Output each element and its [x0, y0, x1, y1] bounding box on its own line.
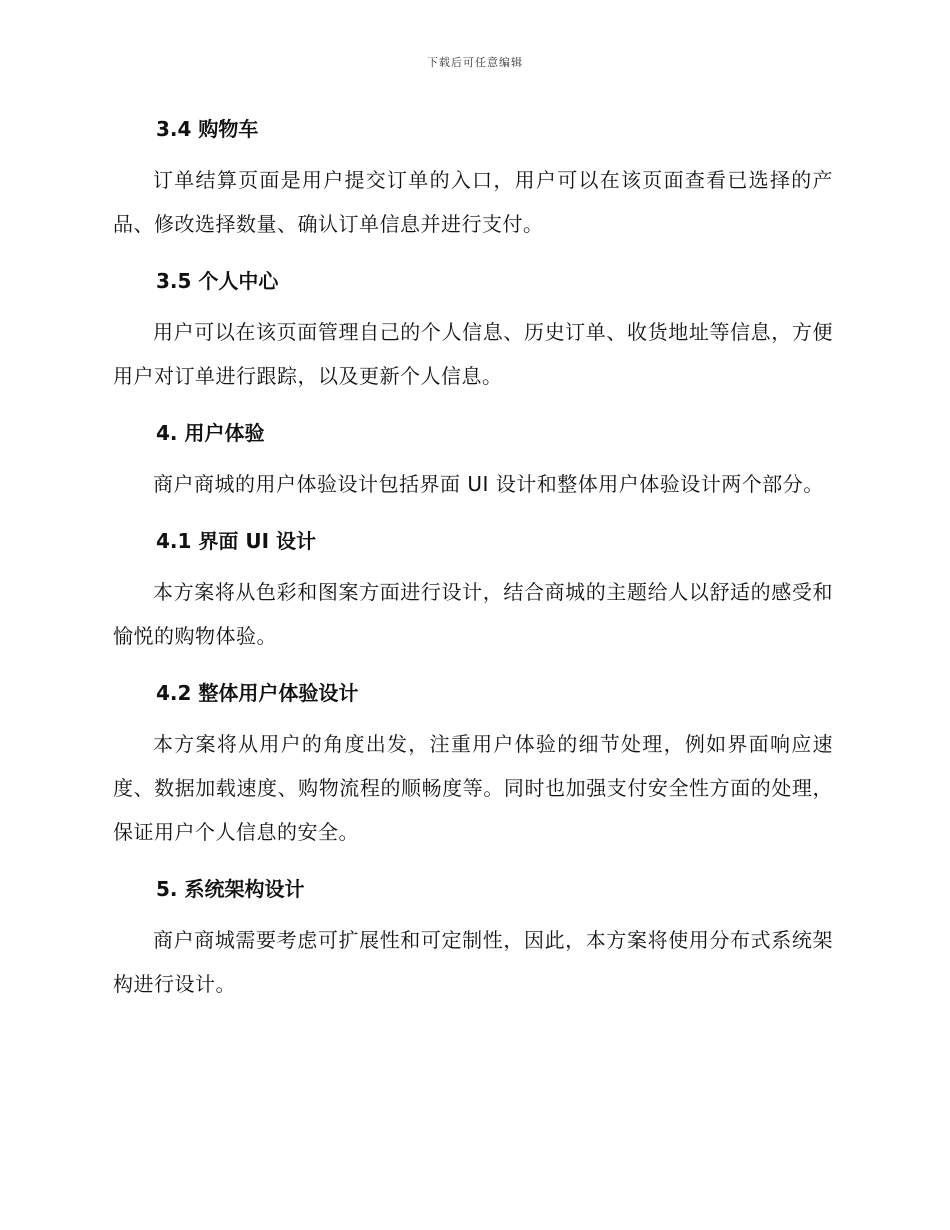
section-paragraph-shopping-cart: 订单结算页面是用户提交订单的入口，用户可以在该页面查看已选择的产品、修改选择数量、确认订单信息并进行支付。 [113, 168, 833, 236]
page-header-note: 下载后可任意编辑 [427, 56, 523, 69]
section-paragraph-system-architecture: 商户商城需要考虑可扩展性和可定制性，因此，本方案将使用分布式系统架构进行设计。 [113, 928, 833, 996]
section-heading-user-experience: 4. 用户体验 [156, 421, 265, 445]
section-heading-personal-center: 3.5 个人中心 [156, 269, 279, 293]
section-paragraph-ui-design: 本方案将从色彩和图案方面进行设计，结合商城的主题给人以舒适的感受和愉悦的购物体验。 [113, 580, 833, 648]
section-paragraph-overall-ux-design: 本方案将从用户的角度出发，注重用户体验的细节处理，例如界面响应速度、数据加载速度、购物流程的顺畅度等。同时也加强支付安全性方面的处理，保证用户个人信息的安全。 [113, 732, 833, 844]
section-paragraph-personal-center: 用户可以在该页面管理自己的个人信息、历史订单、收货地址等信息，方便用户对订单进行跟踪，以及更新个人信息。 [113, 320, 833, 388]
section-heading-shopping-cart: 3.4 购物车 [156, 117, 259, 141]
section-heading-ui-design: 4.1 界面 UI 设计 [156, 529, 316, 553]
section-heading-overall-ux-design: 4.2 整体用户体验设计 [156, 681, 359, 705]
section-heading-system-architecture: 5. 系统架构设计 [156, 877, 305, 901]
section-paragraph-user-experience: 商户商城的用户体验设计包括界面 UI 设计和整体用户体验设计两个部分。 [153, 472, 824, 496]
document-body [113, 112, 833, 1006]
